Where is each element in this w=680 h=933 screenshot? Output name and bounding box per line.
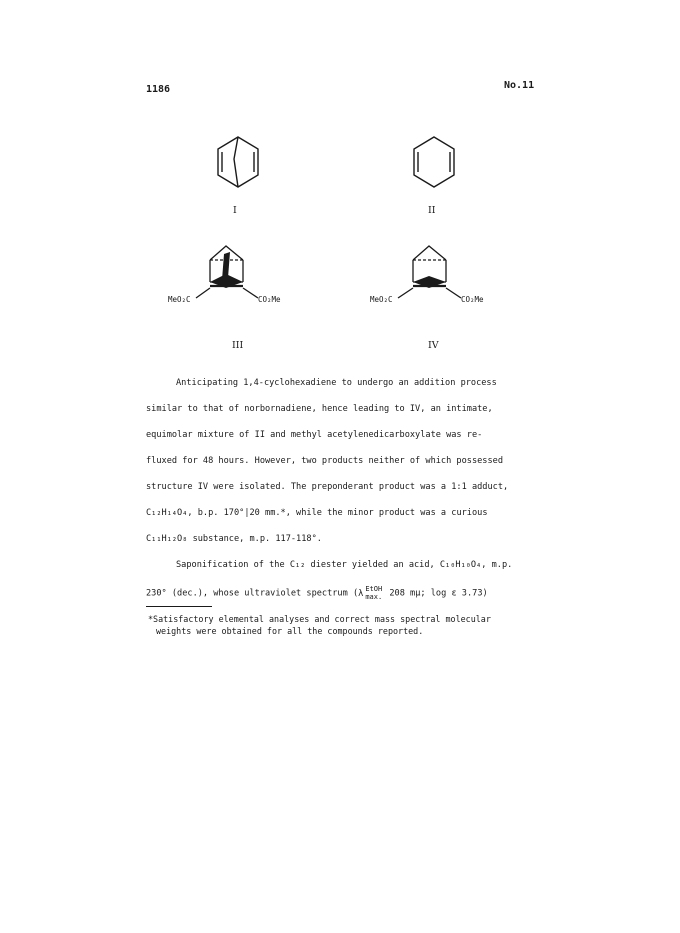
label-structure-iv: IV: [428, 340, 439, 351]
formula-c12h14o4: C₁₂H₁₄O₄: [146, 508, 188, 518]
lambda-symbol: λ: [358, 588, 364, 599]
structure-iii-left-group: MeO₂C: [168, 295, 191, 304]
paragraph-2-line-1: [176, 559, 512, 571]
paragraph-2-line-1-end: , m.p.: [481, 560, 513, 570]
footnote-line-2: weights were obtained for all the compounds reported.: [156, 626, 424, 636]
structure-iv: [368, 238, 518, 310]
paragraph-2-line-2-start: 230° (dec.), whose ultraviolet spectrum (: [146, 588, 359, 599]
boiling-point-text: , b.p. 170°|20 mm.*, while the minor product was a curious: [187, 508, 488, 518]
lambda-max-annotation: [365, 585, 382, 601]
structure-iii: [166, 238, 316, 310]
formula-c10h10o4: C₁₀H₁₀O₄: [439, 560, 482, 570]
structure-iii-right-group: CO₂Me: [258, 295, 281, 304]
label-structure-iii: III: [232, 340, 244, 351]
lambda-solvent: EtOH: [365, 585, 383, 593]
paragraph-1-line-4: fluxed for 48 hours. However, two products neither of which possessed: [146, 456, 503, 466]
paragraph-2-line-2-end: 208 mμ; log ε 3.73): [384, 588, 488, 599]
journal-number: No.11: [504, 80, 535, 91]
paragraph-1-line-3: equimolar mixture of II and methyl acetylenedicarboxylate was re-: [146, 430, 483, 440]
label-structure-ii: II: [428, 205, 436, 216]
structure-iv-left-group: MeO₂C: [370, 295, 393, 304]
formula-c11h12o8: C₁₁H₁₂O₈: [146, 534, 188, 544]
paragraph-2-line-2: [146, 585, 488, 601]
paragraph-1-line-1: Anticipating 1,4-cyclohexadiene to undergo an addition process: [176, 378, 497, 388]
paragraph-1-line-5: structure IV were isolated. The preponderant product was a 1:1 adduct,: [146, 482, 509, 492]
footnote-line-1: *Satisfactory elemental analyses and correct mass spectral molecular: [148, 614, 491, 624]
footnote-rule: [146, 606, 212, 607]
paragraph-2-line-1-start: Saponification of the C₁₂ diester yielded an acid,: [176, 560, 440, 570]
melting-point-text: substance, m.p. 117-118°.: [187, 534, 322, 544]
structure-ii-cyclohexadiene: [408, 135, 460, 193]
page-number: 1186: [146, 84, 171, 95]
paragraph-1-line-6: [146, 507, 488, 519]
label-structure-i: I: [233, 205, 237, 216]
structure-i-norbornadiene: [212, 135, 264, 193]
paragraph-1-line-7: [146, 533, 322, 545]
paragraph-1-line-2: similar to that of norbornadiene, hence leading to IV, an intimate,: [146, 404, 493, 414]
structure-iv-right-group: CO₂Me: [461, 295, 484, 304]
lambda-max-label: max.: [365, 593, 383, 601]
